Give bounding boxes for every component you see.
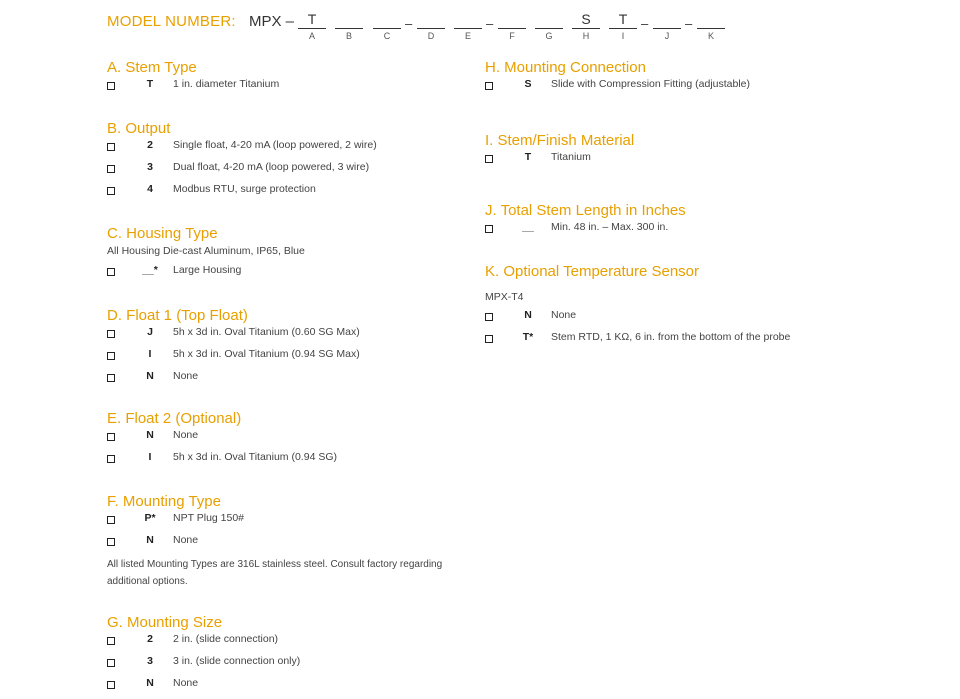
section-housing-type: [107, 225, 467, 285]
option-desc: 5h x 3d in. Oval Titanium (0.94 SG Max): [173, 348, 360, 360]
model-slot-k[interactable]: [697, 10, 725, 44]
checkbox[interactable]: [107, 187, 115, 195]
option-code: S: [524, 78, 532, 90]
section-stem-finish-material: [485, 132, 845, 172]
option-desc: 2 in. (slide connection): [173, 633, 279, 645]
option-row[interactable]: [485, 77, 845, 99]
option-desc: Titanium: [551, 151, 591, 163]
slot-letter: B: [345, 31, 352, 41]
section-title: J. Total Stem Length in Inches: [485, 202, 686, 219]
checkbox[interactable]: [107, 637, 115, 645]
option-desc: Slide with Compression Fitting (adjustable): [551, 78, 751, 90]
option-desc: Min. 48 in. – Max. 300 in.: [551, 221, 669, 233]
option-desc: None: [173, 534, 199, 546]
model-slot-g[interactable]: [535, 10, 563, 44]
option-row[interactable]: [107, 138, 467, 160]
section-title: K. Optional Temperature Sensor: [485, 263, 700, 280]
option-desc: 5h x 3d in. Oval Titanium (0.94 SG): [173, 451, 337, 463]
model-number-label: MODEL NUMBER:: [107, 13, 236, 30]
option-code: 2: [147, 633, 153, 645]
slot-value: [373, 11, 401, 28]
checkbox[interactable]: [107, 268, 115, 276]
model-slot-f[interactable]: [498, 10, 526, 44]
checkbox[interactable]: [107, 659, 115, 667]
option-row[interactable]: [107, 428, 467, 450]
mounting-footnote: All listed Mounting Types are 316L stainless steel. Consult factory regarding additional options.: [107, 559, 443, 587]
checkbox[interactable]: [485, 313, 493, 321]
model-dash: –: [641, 16, 649, 31]
option-row[interactable]: [107, 347, 467, 369]
option-row[interactable]: [485, 150, 845, 172]
option-desc: None: [173, 677, 199, 689]
slot-letter: C: [383, 31, 391, 41]
model-slot-d[interactable]: [417, 10, 445, 44]
option-row[interactable]: [107, 511, 467, 533]
model-dash: –: [486, 16, 494, 31]
checkbox[interactable]: [107, 352, 115, 360]
option-row[interactable]: [107, 676, 467, 698]
option-code: T: [146, 78, 154, 90]
section-temperature-sensor: [485, 263, 845, 352]
option-row[interactable]: [107, 450, 467, 472]
option-desc: None: [551, 309, 577, 321]
checkbox[interactable]: [107, 143, 115, 151]
section-mounting-size: [107, 614, 467, 698]
section-float-1: [107, 307, 467, 391]
model-dash: –: [685, 16, 693, 31]
option-row[interactable]: [485, 308, 845, 330]
option-row[interactable]: [107, 369, 467, 391]
slot-letter: F: [509, 31, 515, 41]
option-row[interactable]: [107, 77, 467, 99]
section-title: H. Mounting Connection: [485, 59, 646, 76]
option-code: N: [146, 534, 154, 546]
option-desc: None: [173, 370, 199, 382]
checkbox[interactable]: [485, 225, 493, 233]
option-code: 3: [147, 161, 153, 173]
slot-letter: D: [427, 31, 435, 41]
checkbox[interactable]: [107, 330, 115, 338]
option-desc: 5h x 3d in. Oval Titanium (0.60 SG Max): [173, 326, 360, 338]
option-row[interactable]: [107, 182, 467, 204]
checkbox[interactable]: [485, 82, 493, 90]
option-desc: Modbus RTU, surge protection: [173, 183, 316, 195]
option-row[interactable]: [485, 330, 845, 352]
slot-value: [335, 11, 363, 28]
slot-value: [697, 11, 725, 28]
section-stem-type: [107, 59, 467, 99]
model-slot-i[interactable]: [609, 10, 637, 44]
section-note: MPX-T4: [485, 291, 524, 303]
option-code: T*: [522, 331, 534, 343]
section-mounting-type: [107, 493, 467, 590]
option-row[interactable]: [107, 654, 467, 676]
option-row[interactable]: [107, 533, 467, 555]
option-code: P*: [144, 512, 156, 524]
model-slot-h[interactable]: [572, 10, 600, 44]
option-code: I: [148, 451, 152, 463]
option-code: __*: [142, 264, 158, 276]
section-title: G. Mounting Size: [107, 614, 223, 631]
section-title: F. Mounting Type: [107, 493, 221, 510]
checkbox[interactable]: [485, 335, 493, 343]
section-output: [107, 120, 467, 204]
checkbox[interactable]: [107, 681, 115, 689]
model-slot-b[interactable]: [335, 10, 363, 44]
section-float-2: [107, 410, 467, 472]
option-row[interactable]: [107, 160, 467, 182]
model-prefix: MPX –: [249, 13, 295, 30]
option-code: N: [146, 429, 154, 441]
option-code: 3: [147, 655, 153, 667]
option-desc: Stem RTD, 1 KΩ, 6 in. from the bottom of the probe: [551, 331, 791, 343]
slot-value: [498, 11, 526, 28]
model-slot-c[interactable]: [373, 10, 401, 44]
checkbox[interactable]: [107, 433, 115, 441]
slot-value: [535, 11, 563, 28]
option-row[interactable]: [485, 220, 845, 242]
option-desc: Dual float, 4-20 mA (loop powered, 3 wire): [173, 161, 370, 173]
slot-letter: H: [582, 31, 590, 41]
slot-letter: A: [308, 31, 315, 41]
option-code: N: [146, 677, 154, 689]
option-code: N: [146, 370, 154, 382]
option-code: J: [147, 326, 153, 338]
option-code: T: [524, 151, 532, 163]
option-desc: 1 in. diameter Titanium: [173, 78, 280, 90]
slot-value: [417, 11, 445, 28]
model-slot-e[interactable]: [454, 10, 482, 44]
checkbox[interactable]: [107, 538, 115, 546]
option-code: 2: [147, 139, 153, 151]
option-desc: None: [173, 429, 199, 441]
slot-letter: E: [464, 31, 471, 41]
model-slot-a[interactable]: [298, 10, 326, 44]
option-desc: Single float, 4-20 mA (loop powered, 2 wire): [173, 139, 377, 151]
section-title: I. Stem/Finish Material: [485, 132, 635, 149]
checkbox[interactable]: [107, 82, 115, 90]
section-title: B. Output: [107, 120, 171, 137]
slot-letter: I: [621, 31, 625, 41]
option-desc: NPT Plug 150#: [173, 512, 245, 524]
section-title: D. Float 1 (Top Float): [107, 307, 248, 324]
section-total-stem-length: [485, 202, 845, 242]
option-row[interactable]: [107, 263, 467, 285]
slot-letter: K: [707, 31, 714, 41]
option-code: 4: [147, 183, 153, 195]
option-desc: Large Housing: [173, 264, 242, 276]
model-dash: –: [405, 16, 413, 31]
checkbox[interactable]: [107, 374, 115, 382]
option-code: N: [524, 309, 532, 321]
section-title: E. Float 2 (Optional): [107, 410, 242, 427]
slot-value: [653, 11, 681, 28]
section-mounting-connection: [485, 59, 845, 99]
slot-value: T: [618, 11, 628, 27]
slot-value: S: [581, 11, 591, 27]
option-row[interactable]: [107, 325, 467, 347]
slot-letter: G: [545, 31, 553, 41]
option-code: __: [522, 221, 534, 233]
option-row[interactable]: [107, 632, 467, 654]
model-slot-j[interactable]: [653, 10, 681, 44]
checkbox[interactable]: [107, 455, 115, 463]
section-note: All Housing Die-cast Aluminum, IP65, Blue: [107, 245, 305, 257]
slot-value: T: [307, 11, 317, 27]
section-title: A. Stem Type: [107, 59, 197, 76]
slot-value: [454, 11, 482, 28]
checkbox[interactable]: [107, 165, 115, 173]
checkbox[interactable]: [485, 155, 493, 163]
section-title: C. Housing Type: [107, 225, 218, 242]
model-number-line: [107, 10, 847, 46]
option-desc: 3 in. (slide connection only): [173, 655, 301, 667]
slot-letter: J: [664, 31, 670, 41]
option-code: I: [148, 348, 152, 360]
checkbox[interactable]: [107, 516, 115, 524]
